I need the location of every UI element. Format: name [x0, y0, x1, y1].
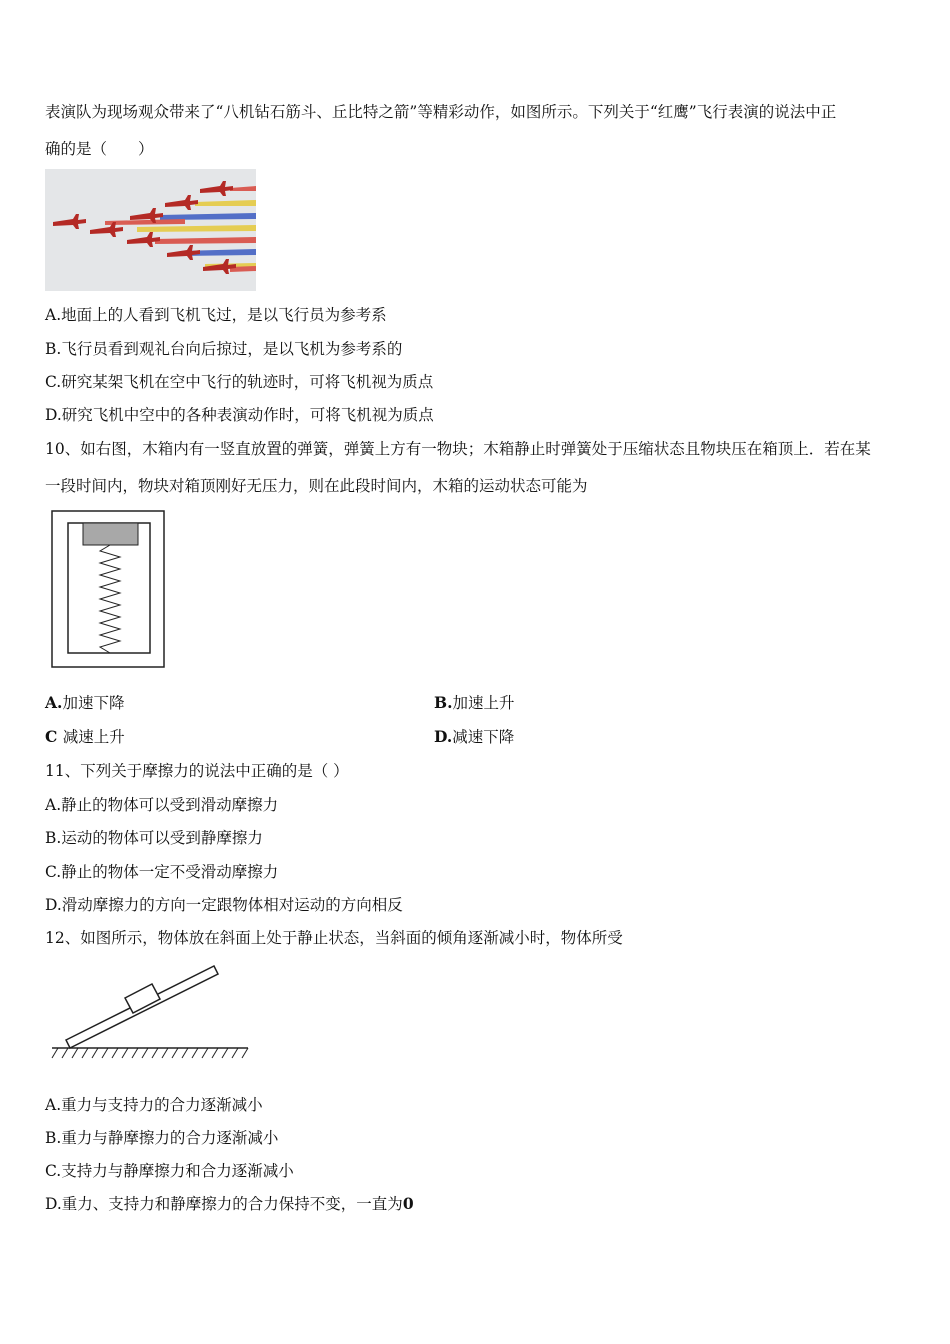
- q11-option-a: A.静止的物体可以受到滑动摩擦力: [45, 796, 279, 814]
- q12-option-d-text: D.重力、支持力和静摩擦力的合力保持不变，一直为: [45, 1195, 403, 1213]
- q9-option-d: D.研究飞机中空中的各种表演动作时，可将飞机视为质点: [45, 406, 434, 424]
- q10-option-b-text: 加速上升: [452, 694, 515, 712]
- q12-option-b: B.重力与静摩擦力的合力逐渐减小: [45, 1129, 279, 1147]
- q12-option-d-value: 0: [402, 1194, 414, 1213]
- q10-option-c-text: 减速上升: [62, 728, 125, 746]
- q10-option-c: [45, 727, 125, 747]
- q12-option-a: A.重力与支持力的合力逐渐减小: [45, 1096, 263, 1114]
- q11-option-c: C.静止的物体一定不受滑动摩擦力: [45, 863, 279, 881]
- aerobatic-jets-photo: [45, 169, 256, 291]
- q10-option-a-text: 加速下降: [62, 694, 125, 712]
- q10-option-d: [434, 727, 514, 747]
- q9-option-a: A.地面上的人看到飞机飞过，是以飞行员为参考系: [45, 306, 387, 324]
- incline-block-diagram: [50, 962, 252, 1062]
- q10-option-b-letter: B.: [434, 693, 453, 712]
- q11-option-d: D.滑动摩擦力的方向一定跟物体相对运动的方向相反: [45, 896, 403, 914]
- q12-stem: 12、如图所示，物体放在斜面上处于静止状态，当斜面的倾角逐渐减小时，物体所受: [45, 929, 623, 947]
- q10-option-b: [434, 693, 515, 713]
- q9-option-b: B.飞行员看到观礼台向后掠过，是以飞机为参考系的: [45, 340, 403, 358]
- q9-option-c: C.研究某架飞机在空中飞行的轨迹时，可将飞机视为质点: [45, 373, 434, 391]
- q11-stem: 11、下列关于摩擦力的说法中正确的是（ ）: [45, 762, 349, 780]
- q10-option-a-letter: A.: [45, 693, 63, 712]
- q11-option-b: B.运动的物体可以受到静摩擦力: [45, 829, 263, 847]
- q10-stem-line1: 10、如右图，木箱内有一竖直放置的弹簧，弹簧上方有一物块；木箱静止时弹簧处于压缩状态且物块压在箱顶上．若在某: [45, 440, 871, 458]
- q12-option-c: C.支持力与静摩擦力和合力逐渐减小: [45, 1162, 294, 1180]
- spring-box-diagram: [50, 509, 168, 671]
- q9-stem-line1: 表演队为现场观众带来了“八机钻石筋斗、丘比特之箭”等精彩动作，如图所示。下列关于“红鹰”飞行表演的说法中正: [45, 103, 837, 121]
- q10-option-c-letter: C: [45, 727, 63, 746]
- q10-option-d-letter: D.: [434, 727, 453, 746]
- q10-stem-line2: 一段时间内，物块对箱顶刚好无压力，则在此段时间内，木箱的运动状态可能为: [45, 477, 588, 495]
- q10-option-d-text: 减速下降: [452, 728, 515, 746]
- q10-option-a: [45, 693, 124, 713]
- q9-stem-line2: 确的是（ ）: [45, 140, 154, 158]
- q12-option-d: [45, 1194, 414, 1214]
